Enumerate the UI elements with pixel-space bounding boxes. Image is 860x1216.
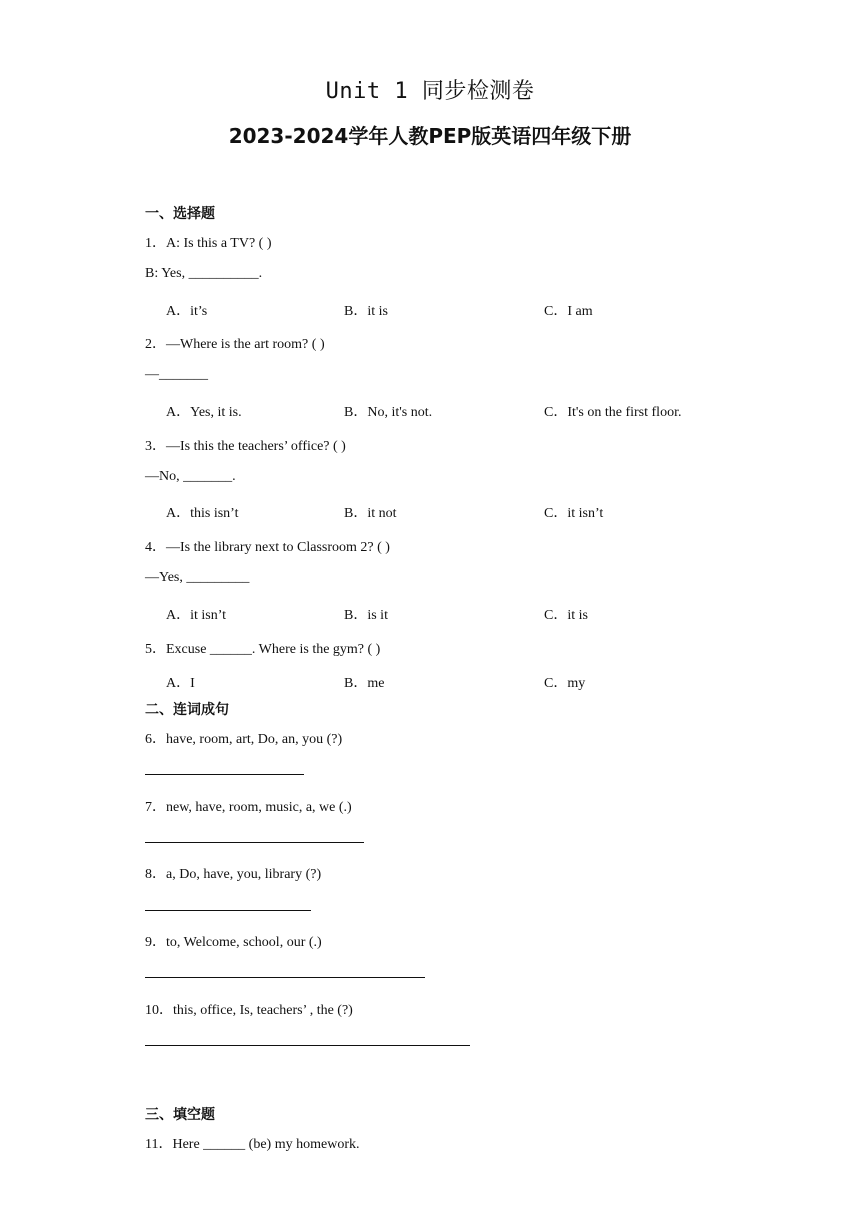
option-b: B．it not: [344, 506, 397, 521]
option-b: B．me: [344, 676, 385, 691]
question-answer-line: —Yes, _________: [145, 570, 250, 585]
document-subtitle: 2023-2024学年人教PEP版英语四年级下册: [228, 124, 632, 148]
question-stem: 5．Excuse ______. Where is the gym? ( ): [145, 642, 381, 657]
option-c: C．I am: [544, 304, 593, 319]
question-stem: 4．—Is the library next to Classroom 2? ( ): [145, 540, 390, 555]
answer-blank-8[interactable]: [145, 910, 311, 911]
answer-blank-10[interactable]: [145, 1045, 470, 1046]
question-answer-line: —_______: [145, 367, 208, 382]
sentence-item-7: 7．new, have, room, music, a, we (.): [145, 800, 352, 815]
section-heading-sentence-building: 二、连词成句: [145, 702, 229, 718]
option-a: A．it isn’t: [166, 608, 227, 623]
option-c: C．It's on the first floor.: [544, 405, 682, 420]
option-b: B．it is: [344, 304, 388, 319]
sentence-item-10: 10．this, office, Is, teachers’ , the (?): [145, 1003, 353, 1018]
option-c: C．my: [544, 676, 586, 691]
option-a: A．this isn’t: [166, 506, 239, 521]
option-a: A．it’s: [166, 304, 208, 319]
sentence-item-8: 8．a, Do, have, you, library (?): [145, 867, 322, 882]
question-stem: 3．—Is this the teachers’ office? ( ): [145, 439, 346, 454]
question-stem: 2．—Where is the art room? ( ): [145, 337, 325, 352]
sentence-item-6: 6．have, room, art, Do, an, you (?): [145, 732, 343, 747]
question-answer-line: B: Yes, __________.: [145, 266, 263, 281]
question-answer-line: —No, _______.: [145, 469, 236, 484]
sentence-item-9: 9．to, Welcome, school, our (.): [145, 935, 322, 950]
section-heading-choice: 一、选择题: [145, 206, 215, 222]
option-b: B．is it: [344, 608, 388, 623]
option-a: A．Yes, it is.: [166, 405, 242, 420]
section-heading-fill-blank: 三、填空题: [145, 1107, 215, 1123]
answer-blank-9[interactable]: [145, 977, 425, 978]
option-c: C．it is: [544, 608, 588, 623]
answer-blank-6[interactable]: [145, 774, 304, 775]
option-b: B．No, it's not.: [344, 405, 433, 420]
option-c: C．it isn’t: [544, 506, 604, 521]
option-a: A．I: [166, 676, 195, 691]
document-title: Unit 1 同步检测卷: [325, 79, 535, 104]
answer-blank-7[interactable]: [145, 842, 364, 843]
question-stem: 1．A: Is this a TV? ( ): [145, 236, 272, 251]
fill-item-11: 11．Here ______ (be) my homework.: [145, 1137, 360, 1152]
